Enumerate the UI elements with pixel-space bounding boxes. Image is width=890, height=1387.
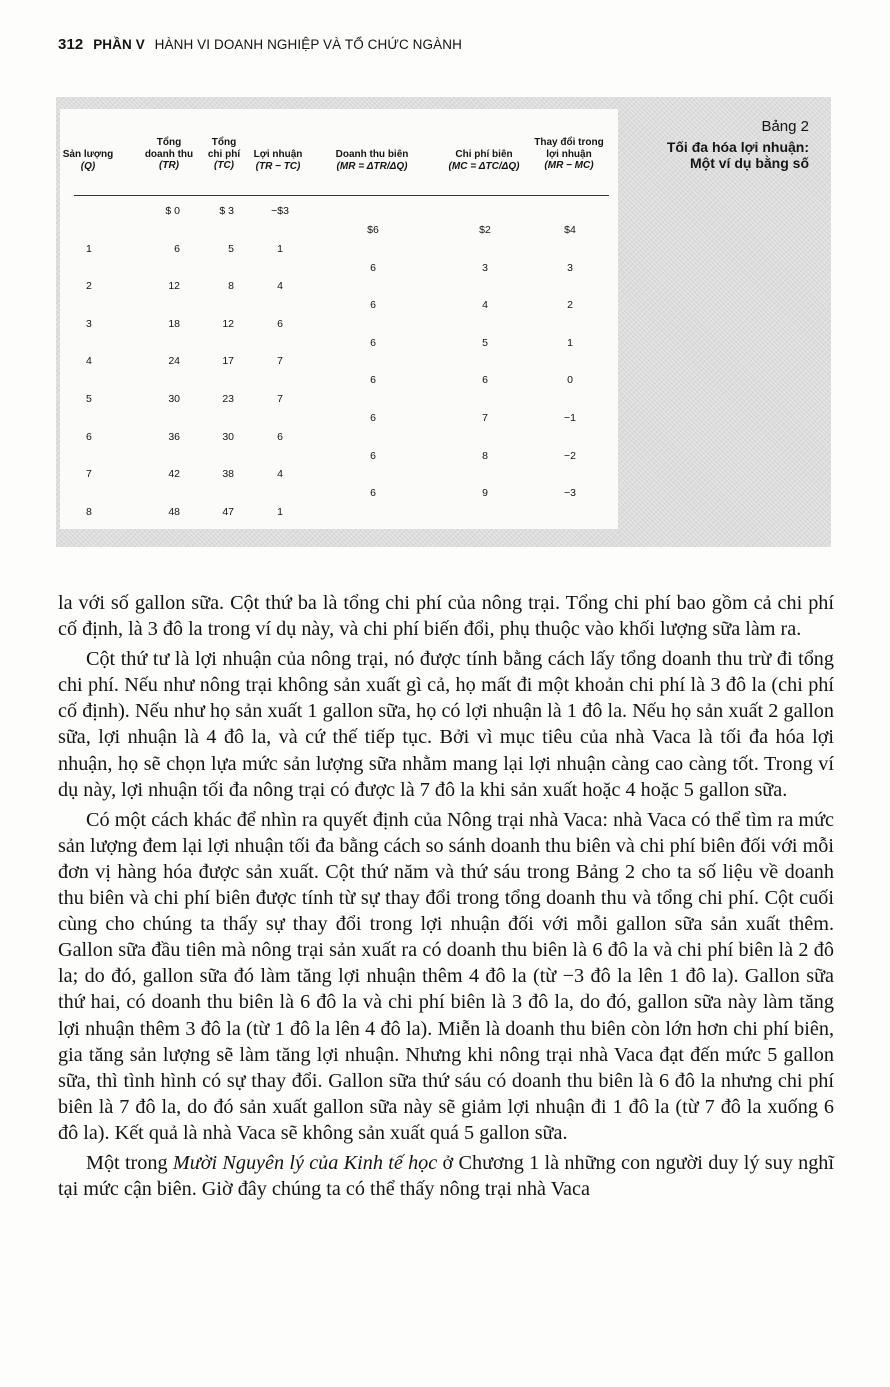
cell-marginal-revenue: 6 (370, 261, 376, 274)
paragraph-3: Có một cách khác để nhìn ra quyết định của Nông trại nhà Vaca: nhà Vaca có thể tìm ra mức sản lượng đem lại lợi nhuận tối đa bằng cách so sánh doanh thu biên và chi phí biên đối với mỗi đơn vị hàng hóa được sản xuất. Cột thứ năm và thứ sáu trong Bảng 2 cho ta số liệu về doanh thu biên và chi phí biên được tính từ sự thay đổi trong tổng doanh thu và tổng chi phí. Cột cuối cùng cho chúng ta thấy sự thay đổi trong lợi nhuận đối với mỗi gallon sữa sản xuất thêm. Gallon sữa đầu tiên mà nông trại sản xuất ra có doanh thu biên là 6 đô la và chi phí biên là 2 đô la; do đó, gallon sữa đó làm tăng lợi nhuận thêm 4 đô la (từ −3 đô la lên 1 đô la). Gallon sữa thứ hai, có doanh thu biên là 6 đô la và chi phí biên là 3 đô la, do đó, gallon sữa này làm tăng lợi nhuận thêm 3 đô la (từ 1 đô la lên 4 đô la). Miễn là doanh thu biên còn lớn hơn chi phí biên, gia tăng sản lượng sẽ làm tăng lợi nhuận. Nhưng khi nông trại nhà Vaca đạt đến mức 5 gallon sữa, thì tình hình có sự thay đổi. Gallon sữa thứ sáu có doanh thu biên là 6 đô la nhưng chi phí biên là 7 đô la, do đó sản xuất gallon sữa này sẽ giảm lợi nhuận đi 1 đô la (từ 7 đô la xuống 6 đô la). Kết quả là nhà Vaca sẽ không sản xuất quá 5 gallon sữa. (58, 808, 834, 1144)
cell-marginal-revenue: $6 (367, 224, 379, 236)
cell-quantity: 4 (86, 355, 92, 368)
running-header (58, 36, 462, 53)
cell-profit: 1 (277, 242, 283, 255)
column-header (434, 149, 534, 172)
cell-profit: 4 (277, 280, 283, 293)
cell-total-cost: 5 (228, 242, 234, 255)
cell-profit: 7 (277, 355, 283, 368)
paragraph-2: Cột thứ tư là lợi nhuận của nông trại, nó được tính bằng cách lấy tổng doanh thu trừ đi tổng chi phí. Nếu như nông trại không sản xuất gì cả, họ mất đi một khoản chi phí là 3 đô la (chi phí cố định). Nếu như họ sản xuất 1 gallon sữa, họ có lợi nhuận là 1 đô la. Nếu họ sản xuất 2 gallon sữa, lợi nhuận là 4 đô la, và cứ thế tiếp tục. Bởi vì mục tiêu của nhà Vaca là tối đa hóa lợi nhuận, họ sẽ chọn lựa mức sản lượng sữa nhằm mang lại lợi nhuận càng cao càng tốt. Trong ví dụ này, lợi nhuận tối đa nông trại có được là 7 đô la khi sản xuất hoặc 4 hoặc 5 gallon sữa. (58, 648, 834, 801)
column-header-line: Sản lượng (62, 149, 114, 160)
cell-total-cost: 38 (222, 468, 234, 481)
table-caption (667, 119, 809, 171)
cell-marginal-revenue: 6 (370, 336, 376, 349)
cell-profit-change: −1 (564, 412, 576, 424)
column-header-line: chi phí (207, 148, 241, 160)
column-header (202, 137, 246, 172)
cell-profit: 6 (277, 430, 283, 443)
cell-total-revenue: 6 (174, 242, 180, 255)
column-header-line: Doanh thu biên (335, 149, 409, 160)
cell-marginal-cost: 3 (482, 261, 488, 274)
column-header-line: (Q) (80, 160, 96, 172)
column-header-line: lợi nhuận (546, 148, 592, 160)
column-header-line: (TR) (159, 160, 179, 171)
paragraph-4-end: ở Chương 1 là những con người duy lý suy nghĩ tại mức cận biên. Giờ đây chúng ta có thể thấy nông trại nhà Vaca (58, 1151, 835, 1201)
column-header-line: (MR = ΔTR/ΔQ) (336, 160, 408, 172)
cell-total-cost: 23 (222, 393, 234, 405)
cell-quantity: 6 (86, 430, 92, 443)
cell-marginal-cost: 8 (482, 449, 488, 462)
cell-quantity: 2 (86, 280, 92, 293)
cell-profit-change: −3 (564, 487, 576, 500)
column-header-line: doanh thu (144, 148, 194, 160)
cell-marginal-revenue: 6 (370, 487, 376, 500)
cell-profit-change: −2 (564, 449, 576, 462)
column-header (524, 137, 614, 172)
cell-total-revenue: $ 0 (165, 205, 180, 217)
cell-profit: 7 (277, 393, 283, 405)
cell-total-revenue: 42 (168, 468, 180, 481)
cell-marginal-cost: 9 (482, 487, 488, 500)
column-header-line: (TR − TC) (255, 160, 301, 172)
paragraph-4-book-title: Mười Nguyên lý của Kinh tế học (172, 1151, 438, 1174)
cell-profit: 4 (277, 468, 283, 481)
cell-marginal-revenue: 6 (370, 412, 376, 424)
cell-marginal-cost: 5 (482, 336, 488, 349)
cell-profit: −$3 (271, 205, 289, 217)
cell-marginal-cost: 4 (482, 299, 488, 312)
cell-total-cost: $ 3 (219, 205, 234, 217)
cell-total-revenue: 24 (168, 355, 180, 368)
cell-marginal-revenue: 6 (370, 374, 376, 387)
cell-total-cost: 30 (222, 430, 234, 443)
paragraph-1: la với số gallon sữa. Cột thứ ba là tổng chi phí của nông trại. Tổng chi phí bao gồm cả chi phí cố định, là 3 đô la trong ví dụ này, và chi phí biến đổi, phụ thuộc vào khối lượng sữa làm ra. (58, 592, 834, 641)
cell-profit-change: 2 (567, 299, 573, 312)
page-number: 312 (58, 36, 84, 53)
table-number: Bảng 2 (761, 118, 809, 135)
paragraph-4 (58, 1150, 834, 1202)
table-figure (56, 97, 831, 547)
column-header (248, 149, 308, 172)
column-header-line: Tổng (211, 137, 237, 148)
cell-quantity: 5 (86, 393, 92, 405)
cell-total-cost: 8 (228, 280, 234, 293)
cell-quantity: 8 (86, 505, 92, 518)
column-header-line: Lợi nhuận (253, 149, 303, 160)
cell-quantity: 1 (86, 242, 92, 255)
cell-profit-change: 0 (567, 374, 573, 387)
profit-table (60, 109, 618, 529)
cell-profit-change: 1 (567, 336, 573, 349)
cell-marginal-revenue: 6 (370, 299, 376, 312)
column-header-line: Chi phí biên (455, 149, 513, 160)
column-header-line: (MR − MC) (544, 160, 594, 171)
cell-profit-change: 3 (567, 261, 573, 274)
cell-total-cost: 12 (222, 317, 234, 330)
cell-marginal-cost: 6 (482, 374, 488, 387)
column-header (138, 137, 200, 172)
cell-total-revenue: 12 (168, 280, 180, 293)
table-title-line2: Một ví dụ bằng số (690, 155, 809, 171)
cell-total-cost: 17 (222, 355, 234, 368)
table-panel (60, 109, 618, 529)
cell-marginal-cost: $2 (479, 224, 491, 236)
cell-marginal-cost: 7 (482, 412, 488, 424)
column-header (58, 149, 118, 172)
cell-quantity: 7 (86, 468, 92, 481)
part-label: PHẦN V (93, 37, 145, 52)
body-text (58, 590, 834, 1202)
column-header-line: (TC) (214, 160, 234, 171)
column-header (322, 149, 422, 172)
cell-profit: 1 (277, 505, 283, 518)
column-header-line: Tổng (156, 137, 182, 148)
cell-quantity: 3 (86, 317, 92, 330)
header-rule (74, 195, 609, 196)
cell-total-revenue: 48 (168, 505, 180, 518)
column-header-line: Thay đổi trong (534, 137, 604, 148)
paragraph-4-start: Một trong (86, 1151, 173, 1174)
part-title: HÀNH VI DOANH NGHIỆP VÀ TỔ CHỨC NGÀNH (154, 37, 462, 52)
column-header-line: (MC = ΔTC/ΔQ) (448, 160, 520, 172)
cell-profit-change: $4 (564, 224, 576, 236)
table-title-line1: Tối đa hóa lợi nhuận: (666, 139, 809, 155)
cell-marginal-revenue: 6 (370, 449, 376, 462)
cell-total-cost: 47 (222, 505, 234, 518)
cell-total-revenue: 36 (168, 430, 180, 443)
cell-profit: 6 (277, 317, 283, 330)
cell-total-revenue: 30 (168, 393, 180, 405)
cell-total-revenue: 18 (168, 317, 180, 330)
